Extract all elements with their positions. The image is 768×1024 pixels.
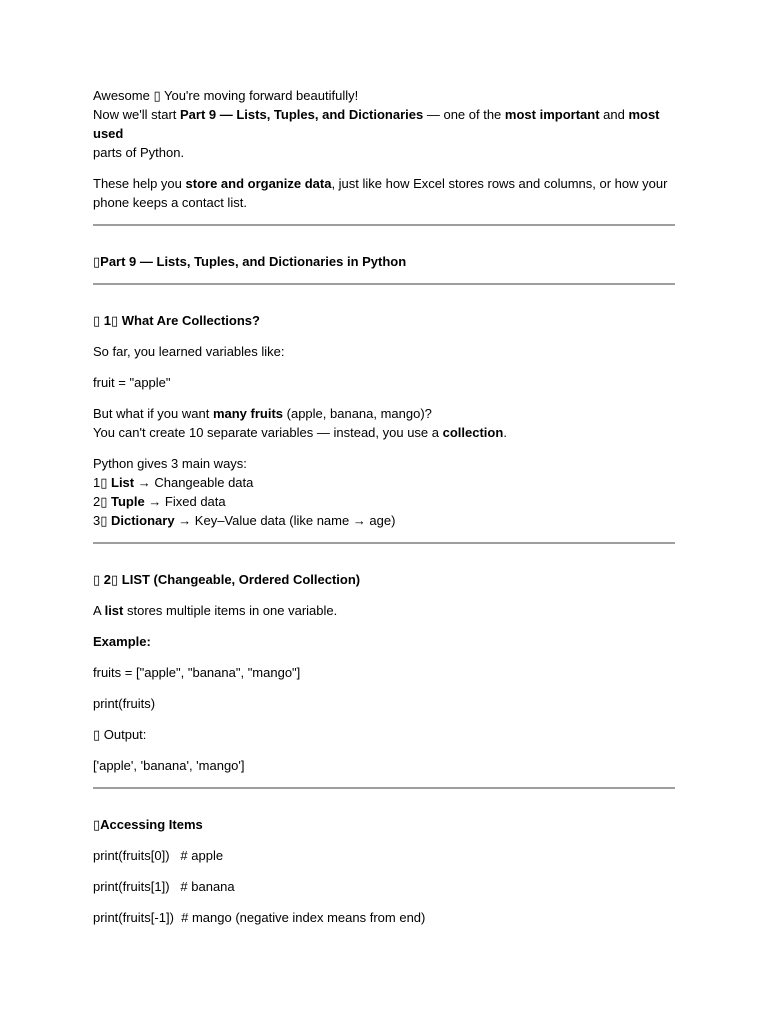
text: — one of the (423, 107, 505, 122)
intro-para-2-cont: phone keeps a contact list. (93, 195, 247, 210)
text: But what if you want (93, 406, 213, 421)
output-label: ▯ Output: (93, 727, 147, 742)
list-item (93, 473, 675, 492)
section-3-heading: ▯Accessing Items (93, 817, 203, 832)
text: A (93, 603, 105, 618)
bold-text: many fruits (212, 406, 284, 421)
item-number: 1▯ (93, 475, 111, 490)
item-number: 2▯ (93, 494, 111, 509)
item-name: Dictionary (111, 513, 175, 528)
section-1-heading: ▯ 1▯ What Are Collections? (93, 313, 260, 328)
document-content (93, 86, 675, 927)
section-2-heading: ▯ 2▯ LIST (Changeable, Ordered Collection) (93, 572, 361, 587)
text: You can't create 10 separate variables — instead, you use a (93, 425, 443, 440)
bold-text: collection (442, 425, 504, 440)
intro-line-2 (93, 105, 675, 143)
item-name: Tuple (111, 494, 145, 509)
code-line: fruits = ["apple", "banana", "mango"] (93, 665, 301, 680)
divider (93, 542, 675, 544)
section-1-p3 (93, 423, 675, 442)
text: and (599, 107, 629, 122)
section-1-p2 (93, 404, 675, 423)
part-title-bold: Part 9 — Lists, Tuples, and Dictionaries (180, 107, 424, 122)
item-desc: → Fixed data (144, 494, 226, 509)
bold-text: most important (504, 107, 600, 122)
code-line: print(fruits[1]) # banana (93, 879, 235, 894)
text: Now we'll start (93, 107, 181, 122)
item-name: List (111, 475, 135, 490)
text: . (503, 425, 507, 440)
intro-para-2 (93, 174, 675, 193)
divider (93, 283, 675, 285)
code-line: print(fruits[0]) # apple (93, 848, 224, 863)
divider (93, 224, 675, 226)
intro-line-3: parts of Python. (93, 145, 185, 160)
list-item (93, 492, 675, 511)
text: (apple, banana, mango)? (283, 406, 432, 421)
list-item (93, 511, 675, 530)
bold-text: store and organize data (185, 176, 332, 191)
item-number: 3▯ (93, 513, 111, 528)
bold-text: Example: (93, 634, 151, 649)
section-1-p4: Python gives 3 main ways: (93, 456, 247, 471)
section-2-p1 (93, 601, 675, 620)
code-line: print(fruits) (93, 696, 156, 711)
output-line: ['apple', 'banana', 'mango'] (93, 758, 245, 773)
bold-text: list (104, 603, 124, 618)
item-desc: → Key–Value data (like name → age) (174, 513, 396, 528)
text: stores multiple items in one variable. (123, 603, 338, 618)
code-line: print(fruits[-1]) # mango (negative index means from end) (93, 910, 426, 925)
intro-greeting: Awesome ▯ You're moving forward beautifully! (93, 88, 359, 103)
item-desc: → Changeable data (134, 475, 254, 490)
intro-line-1 (93, 86, 675, 105)
example-label (93, 632, 675, 651)
code-line: fruit = "apple" (93, 375, 171, 390)
text: , just like how Excel stores rows and columns, or how your (331, 176, 668, 191)
text: These help you (93, 176, 186, 191)
part-heading: ▯Part 9 — Lists, Tuples, and Dictionaries in Python (93, 254, 407, 269)
bold-text: most used (93, 107, 660, 141)
section-1-p1: So far, you learned variables like: (93, 344, 285, 359)
divider (93, 787, 675, 789)
